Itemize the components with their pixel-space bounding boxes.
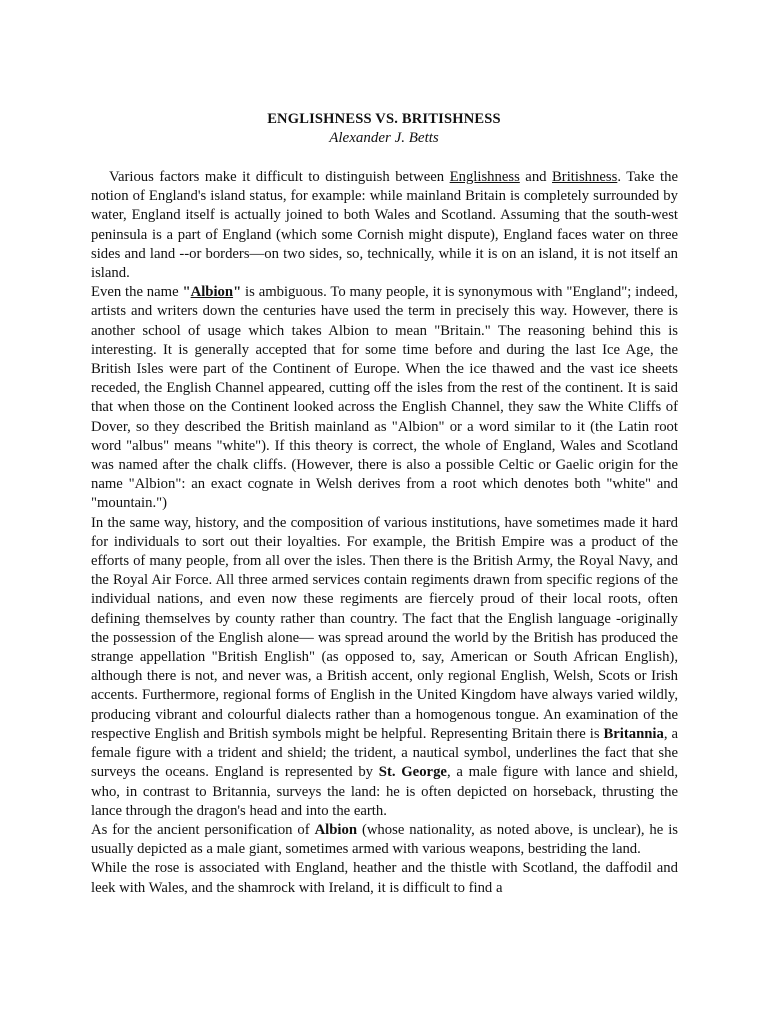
- term-britishness: Britishness: [552, 169, 618, 185]
- term-albion: Albion: [190, 284, 234, 301]
- document-header: [0, 110, 768, 148]
- paragraph-island-status: Various factors make it difficult to distinguish between Englishness and Britishness. Take the notion of England's island status, for example: while mainland Britain is completely surrounded by water, England itself is actually joined to both Wales and Scotland. Assuming that the south-west peninsula is a part of England (which some Cornish might dispute), England faces water on three sides and land --or borders—on two sides, so, technically, while it is on an island, it is not itself an island.: [91, 169, 678, 282]
- document-author: Alexander J. Betts: [329, 130, 439, 146]
- paragraph-institutions: In the same way, history, and the composition of various institutions, have sometimes made it hard for individuals to sort out their loyalties. For example, the British Empire was a product of the efforts of many people, from all over the isles. Then there is the British Army, the Royal Navy, and the Royal Air Force. All three armed services contain regiments drawn from specific regions of the individual nations, and even now these regiments are fiercely proud of their local roots, often defining themselves by county rather than country. The fact that the English language -originally the possession of the English alone— was spread around the world by the British has produced the strange appellation "British English" (as opposed to, say, American or South African English), although there is not, and never was, a British accent, only regional English, Welsh, Scots or Irish accents. Furthermore, regional forms of English in the United Kingdom have always varied wildly, producing vibrant and colourful dialects rather than a homogenous tongue. An examination of the respective English and British symbols might be helpful. Representing Britain there is Britannia, a female figure with a trident and shield; the trident, a nautical symbol, underlines the fact that she surveys the oceans. England is represented by St. George, a male figure with lance and shield, who, in contrast to Britannia, surveys the land: he is often depicted on horseback, thrusting the lance through the dragon's head and into the earth.: [91, 514, 679, 819]
- term-englishness: Englishness: [449, 169, 520, 185]
- term-albion-bold: Albion: [314, 821, 358, 838]
- document-body: [91, 168, 678, 898]
- paragraph-albion: Even the name "Albion" is ambiguous. To many people, it is synonymous with "England"; indeed, artists and writers down the centuries have used the term in precisely this way. However, there is another school of usage which takes Albion to mean "Britain." The reasoning behind this is interesting. It is generally accepted that for some time before and during the last Ice Age, the British Isles were part of the Continent of Europe. When the ice thawed and the vast ice sheets receded, the English Channel appeared, cutting off the isles from the rest of the continent. It is said that when those on the Continent looked across the English Channel, they saw the White Cliffs of Dover, so they described the British mainland as "Albion" or a word similar to it (the Latin root word "albus" means "white"). If this theory is correct, the whole of England, Wales and Scotland was named after the chalk cliffs. (However, there is also a possible Celtic or Gaelic origin for the name "Albion": an exact cognate in Welsh derives from a root which denotes both "white" and "mountain."): [91, 284, 679, 512]
- document-title: ENGLISHNESS VS. BRITISHNESS: [267, 111, 501, 127]
- term-st-george: St. George: [378, 764, 447, 781]
- paragraph-national-flowers: While the rose is associated with England, heather and the thistle with Scotland, the daffodil and leek with Wales, and the shamrock with Ireland, it is difficult to find a: [91, 860, 678, 896]
- term-britannia: Britannia: [603, 725, 664, 742]
- paragraph-albion-personification: As for the ancient personification of Albion (whose nationality, as noted above, is unclear), he is usually depicted as a male giant, sometimes armed with various weapons, bestriding the land.: [91, 821, 678, 858]
